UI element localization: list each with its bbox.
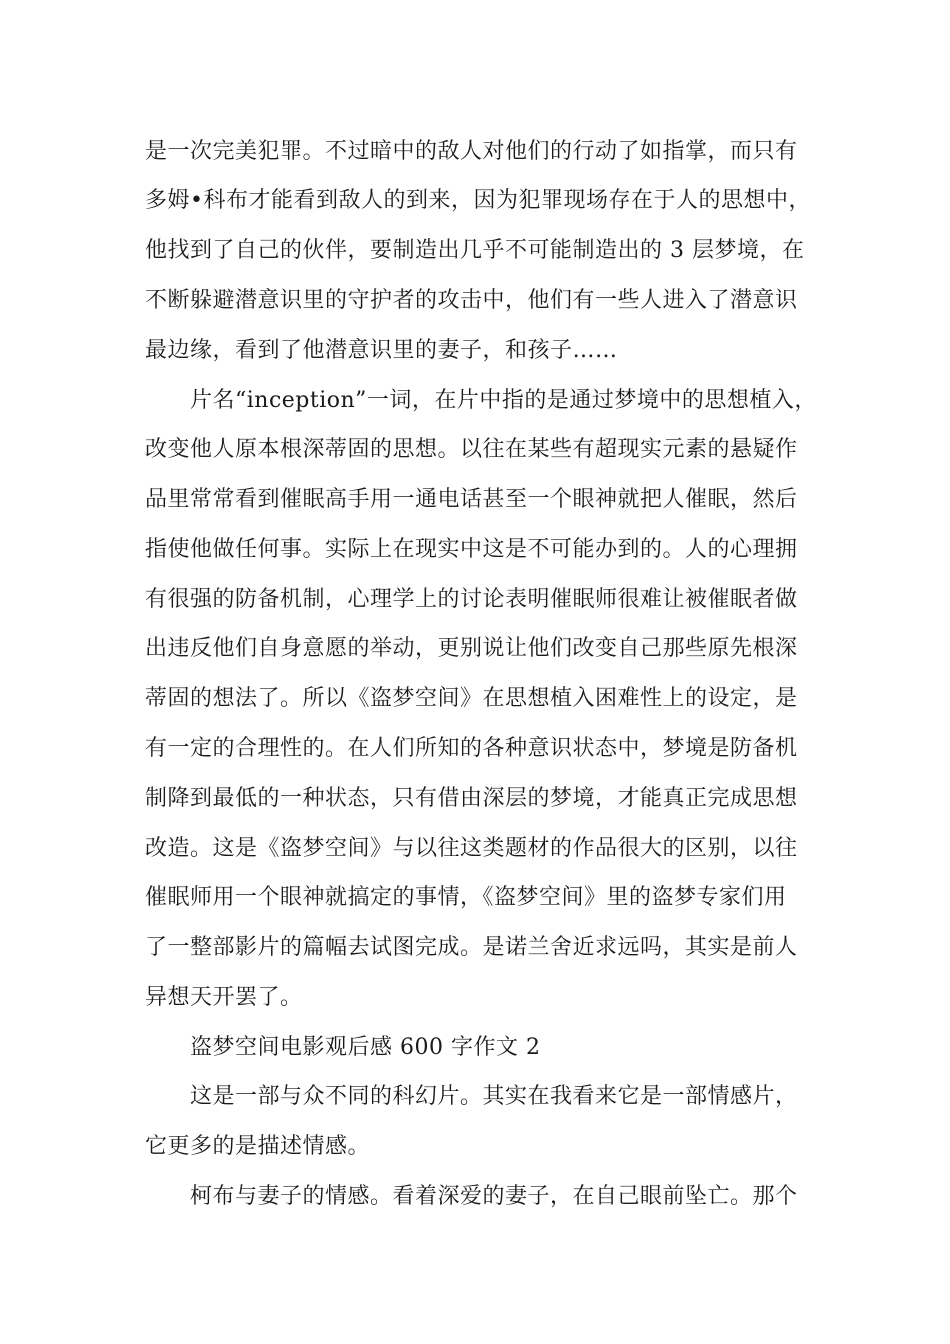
text-line: 有很强的防备机制，心理学上的讨论表明催眠师很难让被催眠者做: [145, 587, 798, 612]
text-line: 它更多的是描述情感。: [145, 1134, 371, 1159]
text-line: 蒂固的想法了。所以《盗梦空间》在思想植入困难性上的设定，是: [145, 686, 798, 711]
text-line: 是一次完美犯罪。不过暗中的敌人对他们的行动了如指掌，而只有: [145, 139, 798, 164]
text-line: 品里常常看到催眠高手用一通电话甚至一个眼神就把人催眠，然后: [145, 487, 798, 512]
text-line: 改造。这是《盗梦空间》与以往这类题材的作品很大的区别，以往: [145, 836, 798, 861]
section-heading: 盗梦空间电影观后感 600 字作文 2: [190, 1035, 541, 1060]
text-line: 指使他做任何事。实际上在现实中这是不可能办到的。人的心理拥: [145, 537, 798, 562]
paragraph-first-line: 柯布与妻子的情感。看着深爱的妻子，在自己眼前坠亡。那个: [190, 1184, 798, 1209]
paragraph-first-line: 片名“inception”一词，在片中指的是通过梦境中的思想植入，: [190, 388, 817, 413]
text-line: 出违反他们自身意愿的举动，更别说让他们改变自己那些原先根深: [145, 636, 798, 661]
text-line: 不断躲避潜意识里的守护者的攻击中，他们有一些人进入了潜意识: [145, 288, 798, 313]
text-line: 有一定的合理性的。在人们所知的各种意识状态中，梦境是防备机: [145, 736, 798, 761]
text-line: 最边缘，看到了他潜意识里的妻子，和孩子……: [145, 338, 618, 363]
text-line: 改变他人原本根深蒂固的思想。以往在某些有超现实元素的悬疑作: [145, 437, 798, 462]
paragraph-first-line: 这是一部与众不同的科幻片。其实在我看来它是一部情感片，: [190, 1084, 798, 1109]
text-line: 他找到了自己的伙伴，要制造出几乎不可能制造出的 3 层梦境，在: [145, 238, 805, 263]
text-line: 异想天开罢了。: [145, 985, 303, 1010]
text-line: 了一整部影片的篇幅去试图完成。是诺兰舍近求远吗，其实是前人: [145, 935, 798, 960]
text-line: 多姆•科布才能看到敌人的到来，因为犯罪现场存在于人的思想中，: [145, 188, 811, 213]
text-line: 催眠师用一个眼神就搞定的事情，《盗梦空间》里的盗梦专家们用: [145, 885, 787, 910]
text-line: 制降到最低的一种状态，只有借由深层的梦境，才能真正完成思想: [145, 786, 798, 811]
